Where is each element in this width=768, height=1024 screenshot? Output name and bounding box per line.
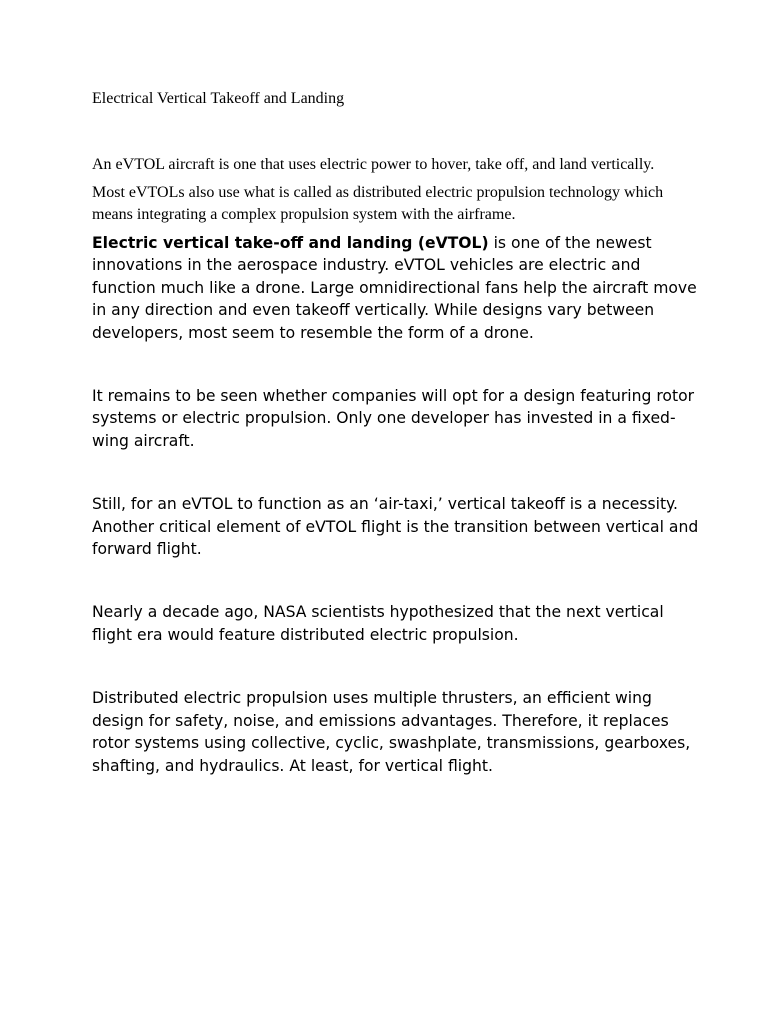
lead-bold-term: Electric vertical take-off and landing (eVTOL) bbox=[92, 234, 489, 252]
body-paragraph-4: Distributed electric propulsion uses multiple thrusters, an efficient wing design for safety, noise, and emissions advantages. Therefore, it replaces rotor systems using collective, cyclic, swashplate, transmissions, gearboxes, shafting, and hydraulics. At least, for vertical flight. bbox=[92, 689, 691, 775]
body-paragraph-3: Nearly a decade ago, NASA scientists hypothesized that the next vertical flight era would feature distributed electric propulsion. bbox=[92, 603, 664, 644]
document-title: Electrical Vertical Takeoff and Landing bbox=[92, 90, 345, 107]
intro-paragraph-2: Most eVTOLs also use what is called as distributed electric propulsion technology which means integrating a complex propulsion system with the airframe. bbox=[92, 184, 664, 223]
intro-paragraph-1: An eVTOL aircraft is one that uses electric power to hover, take off, and land vertically. bbox=[92, 156, 655, 173]
document-body bbox=[92, 88, 702, 777]
body-paragraph-1: It remains to be seen whether companies will opt for a design featuring rotor systems or electric propulsion. Only one developer has invested in a fixed-wing aircraft. bbox=[92, 387, 695, 450]
body-paragraph-2: Still, for an eVTOL to function as an ‘air-taxi,’ vertical takeoff is a necessity. Another critical element of eVTOL flight is the transition between vertical and forward flight. bbox=[92, 495, 699, 559]
lead-paragraph bbox=[92, 232, 702, 344]
lead-paragraph-text: is one of the newest innovations in the aerospace industry. eVTOL vehicles are electric and function much like a drone. Large omnidirectional fans help the aircraft move in any direction and even takeoff vertically. While designs vary between developers, most seem to resemble the form of a drone. bbox=[92, 234, 697, 342]
